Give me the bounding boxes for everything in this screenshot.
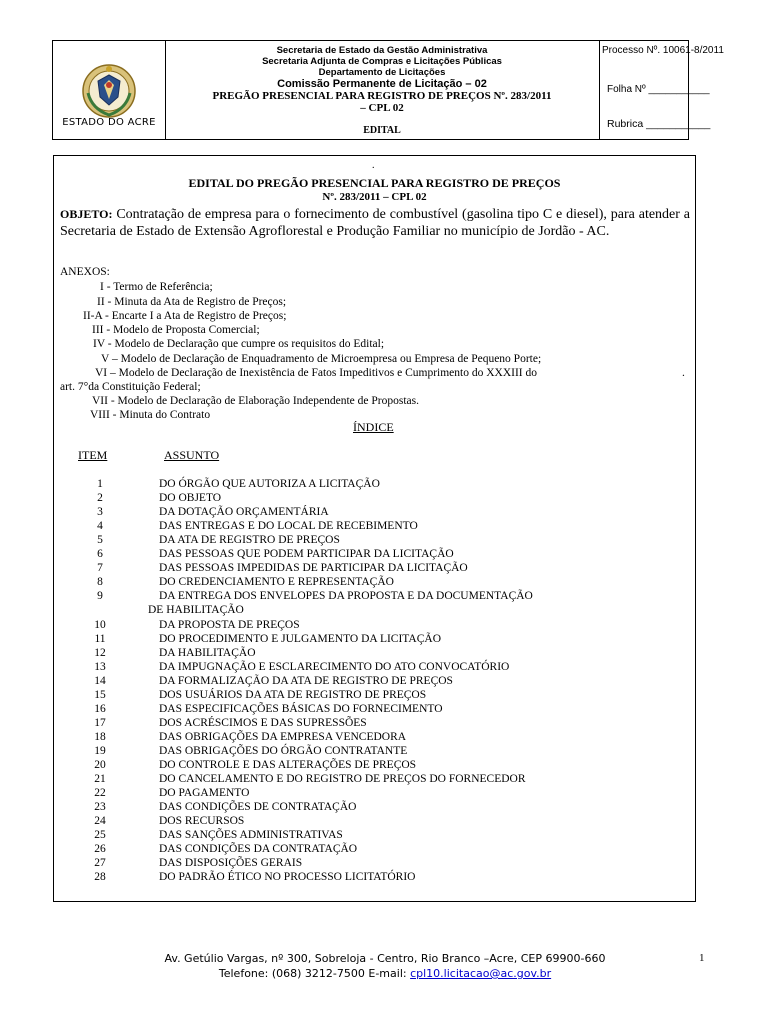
anexo-item: VII - Modelo de Declaração de Elaboração Independente de Propostas. <box>92 395 419 407</box>
header-line-3: Departamento de Licitações <box>318 67 446 78</box>
email-link[interactable]: cpl10.licitacao@ac.gov.br <box>410 967 552 980</box>
edital-title: EDITAL DO PREGÃO PRESENCIAL PARA REGISTRO DE PREÇOS <box>188 176 561 190</box>
index-item-title: DA HABILITAÇÃO <box>159 646 256 659</box>
header-title-cell <box>165 41 600 139</box>
index-item-number: 11 <box>94 632 106 645</box>
stray-dot: . <box>372 160 375 171</box>
anexo-item: I - Termo de Referência; <box>100 281 213 293</box>
index-item-title: DO PROCEDIMENTO E JULGAMENTO DA LICITAÇÃO <box>159 632 441 645</box>
anexo-item: II-A - Encarte I a Ata de Registro de Preços; <box>83 310 287 322</box>
index-item-number: 5 <box>97 534 103 547</box>
index-item-title: DAS OBRIGAÇÕES DO ÓRGÃO CONTRATANTE <box>159 744 408 757</box>
anexo-item: V – Modelo de Declaração de Enquadramento de Microempresa ou Empresa de Pequeno Porte; <box>101 353 542 365</box>
index-item-number: 14 <box>94 674 106 687</box>
index-item-number: 2 <box>97 492 103 505</box>
index-item-number: 7 <box>97 562 103 575</box>
edital-number: Nº. 283/2011 – CPL 02 <box>322 191 427 203</box>
header-pregao-line-2: – CPL 02 <box>360 102 404 114</box>
index-item-number: 21 <box>94 773 106 786</box>
index-item-title: DO CONTROLE E DAS ALTERAÇÕES DE PREÇOS <box>159 759 417 771</box>
index-item-title: DAS OBRIGAÇÕES DA EMPRESA VENCEDORA <box>159 730 407 743</box>
index-item-title: DO CANCELAMENTO E DO REGISTRO DE PREÇOS DO FORNECEDOR <box>159 773 526 786</box>
state-name-label: ESTADO DO ACRE <box>62 117 156 128</box>
index-item-number: 3 <box>97 506 103 519</box>
anexo-item: IV - Modelo de Declaração que cumpre os requisitos do Edital; <box>93 338 385 350</box>
process-number: Processo Nº. 10061-8/2011 <box>602 45 724 56</box>
index-item-number: 20 <box>94 759 106 771</box>
index-item-number: 17 <box>94 716 106 729</box>
edital-body <box>53 155 696 902</box>
document-header <box>52 40 724 140</box>
index-item-title: DOS USUÁRIOS DA ATA DE REGISTRO DE PREÇOS <box>159 688 427 701</box>
index-item-number: 12 <box>94 646 106 659</box>
index-item-title: DO PAGAMENTO <box>159 787 250 800</box>
index-item-number: 25 <box>94 829 106 842</box>
header-edital-tag: EDITAL <box>363 125 401 136</box>
item-column-header: ITEM <box>78 448 108 462</box>
index-item-title: DAS ENTREGAS E DO LOCAL DE RECEBIMENTO <box>159 520 418 533</box>
index-item-number: 9 <box>97 590 103 603</box>
index-item-title: DOS ACRÉSCIMOS E DAS SUPRESSÕES <box>159 716 367 729</box>
index-item-title: DO ÓRGÃO QUE AUTORIZA A LICITAÇÃO <box>159 478 380 490</box>
header-line-2: Secretaria Adjunta de Compras e Licitações Públicas <box>262 56 502 67</box>
anexo-item-continuation: art. 7°da Constituição Federal; <box>60 381 201 393</box>
anexo-item: VI – Modelo de Declaração de Inexistência de Fatos Impeditivos e Cumprimento do XXXIII do <box>95 367 537 379</box>
index-item-number: 4 <box>97 520 103 533</box>
index-item-number: 1 <box>97 478 103 490</box>
index-item-number: 22 <box>94 787 106 800</box>
index-item-title: DA ENTREGA DOS ENVELOPES DA PROPOSTA E DA DOCUMENTAÇÃO <box>159 590 533 603</box>
index-item-number: 28 <box>94 871 106 884</box>
page-number: 1 <box>699 952 705 964</box>
index-item-number: 26 <box>94 843 106 856</box>
index-item-number: 8 <box>97 576 103 589</box>
rubrica-field: Rubrica ___________ <box>607 118 711 130</box>
index-item-title: DO PADRÃO ÉTICO NO PROCESSO LICITATÓRIO <box>159 871 416 884</box>
anexo-trailing-dot: . <box>682 367 685 379</box>
anexos-label: ANEXOS: <box>60 266 110 278</box>
anexo-item: III - Modelo de Proposta Comercial; <box>92 324 260 336</box>
index-item-number: 18 <box>94 730 106 743</box>
header-pregao-line-1: PREGÃO PRESENCIAL PARA REGISTRO DE PREÇOS Nº. 283/2011 <box>212 90 552 102</box>
index-item-title: DA IMPUGNAÇÃO E ESCLARECIMENTO DO ATO CONVOCATÓRIO <box>159 660 510 673</box>
header-logo-cell <box>53 41 166 139</box>
index-item-title: DA FORMALIZAÇÃO DA ATA DE REGISTRO DE PREÇOS <box>159 674 453 687</box>
index-item-title: DA DOTAÇÃO ORÇAMENTÁRIA <box>159 506 329 519</box>
index-item-title: DAS PESSOAS IMPEDIDAS DE PARTICIPAR DA LICITAÇÃO <box>159 562 468 575</box>
index-item-number: 24 <box>94 815 106 828</box>
footer-contact <box>0 967 770 980</box>
objeto-label: OBJETO: <box>60 207 113 221</box>
index-item-number: 6 <box>97 548 103 561</box>
indice-heading: ÍNDICE <box>353 420 394 434</box>
index-item-number: 27 <box>94 857 106 870</box>
index-item-title: DO OBJETO <box>159 492 222 505</box>
footer-phone: Telefone: (068) 3212-7500 E-mail: <box>218 967 411 980</box>
header-comissao: Comissão Permanente de Licitação – 02 <box>277 78 487 90</box>
footer-address: Av. Getúlio Vargas, nº 300, Sobreloja - Centro, Rio Branco –Acre, CEP 69900-660 <box>164 952 606 965</box>
index-item-title: DA PROPOSTA DE PREÇOS <box>159 618 300 631</box>
index-item-title: DAS CONDIÇÕES DE CONTRATAÇÃO <box>159 801 357 814</box>
index-item-number: 19 <box>94 744 106 757</box>
index-item-number: 10 <box>94 618 106 631</box>
index-item-title: DAS CONDIÇÕES DA CONTRATAÇÃO <box>159 843 358 856</box>
index-item-number: 15 <box>94 688 106 701</box>
index-item-number: 13 <box>94 660 106 673</box>
index-item-title: DAS SANÇÕES ADMINISTRATIVAS <box>159 829 343 842</box>
index-item-number: 23 <box>94 801 106 814</box>
index-item-title: DO CREDENCIAMENTO E REPRESENTAÇÃO <box>159 576 394 589</box>
anexo-item: II - Minuta da Ata de Registro de Preços; <box>97 296 287 308</box>
objeto-paragraph <box>60 206 690 240</box>
header-process-cell <box>599 41 724 139</box>
index-item-number: 16 <box>94 702 106 715</box>
anexo-item: VIII - Minuta do Contrato <box>90 409 211 421</box>
assunto-column-header: ASSUNTO <box>164 448 220 462</box>
index-item-title-continuation: DE HABILITAÇÃO <box>148 604 244 617</box>
objeto-text: Contratação de empresa para o fornecimento de combustível (gasolina tipo C e diesel), para atender a Secretaria de Estado de Extensão Agroflorestal e Produção Familiar no município de Jordão - AC. <box>60 207 691 239</box>
index-item-title: DAS ESPECIFICAÇÕES BÁSICAS DO FORNECIMENTO <box>159 702 443 715</box>
folha-field: Folha Nº ___________ <box>607 84 710 95</box>
index-item-title: DAS DISPOSIÇÕES GERAIS <box>159 857 303 870</box>
index-item-title: DAS PESSOAS QUE PODEM PARTICIPAR DA LICITAÇÃO <box>159 548 454 561</box>
index-item-title: DA ATA DE REGISTRO DE PREÇOS <box>159 534 340 547</box>
header-line-1: Secretaria de Estado da Gestão Administrativa <box>276 45 488 56</box>
index-item-title: DOS RECURSOS <box>159 815 245 828</box>
state-coat-of-arms-icon <box>80 63 138 121</box>
